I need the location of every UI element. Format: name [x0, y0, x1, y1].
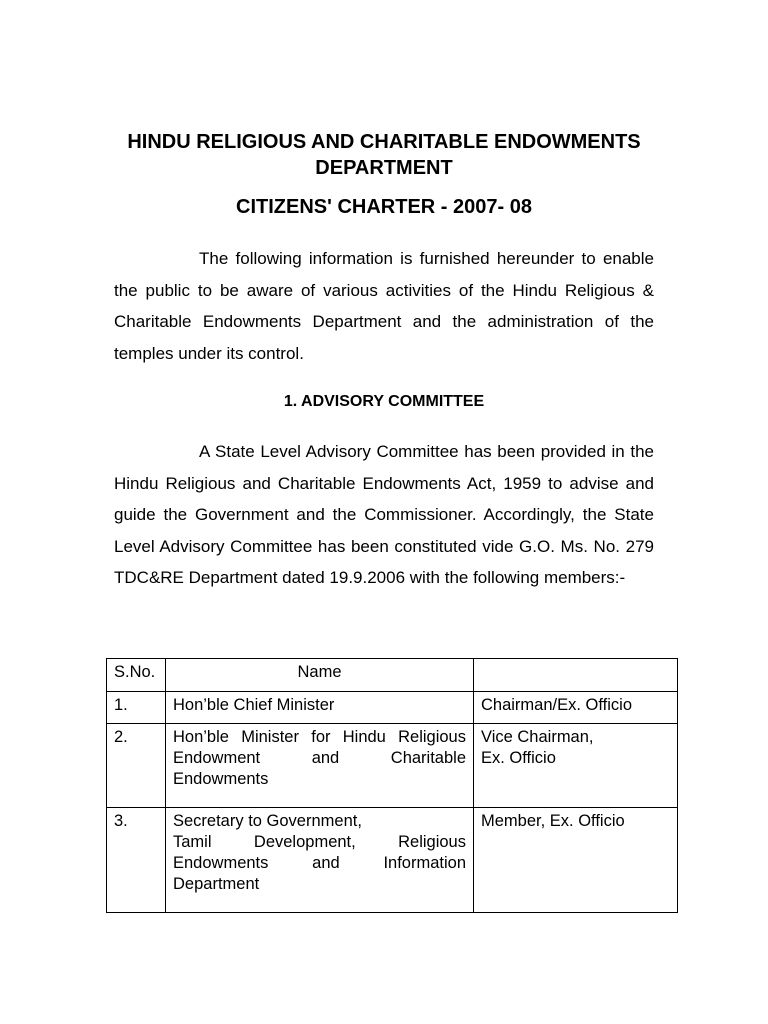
intro-paragraph [114, 243, 654, 369]
header-sno: S.No. [107, 659, 166, 692]
row-role-line-1: Vice Chairman, [481, 728, 594, 746]
title-line-1: HINDU RELIGIOUS AND CHARITABLE ENDOWMENTS [127, 131, 641, 153]
row-sno: 1. [107, 692, 166, 724]
members-table [106, 658, 678, 913]
table-row [107, 724, 678, 808]
row-name: Hon’ble Chief Minister [166, 692, 474, 724]
advisory-text: A State Level Advisory Committee has been provided in the Hindu Religious and Charitable Endowments Act, 1959 to advise and guide the Government and the Commissioner. Accordingly, the State Level Advisory Committee has been constituted vide G.O. Ms. No. 279 TDC&RE Department dated 19.9.2006 with the following members:- [114, 442, 654, 587]
advisory-paragraph [114, 436, 654, 594]
page-subtitle: CITIZENS' CHARTER - 2007- 08 [236, 196, 532, 218]
row-name [166, 808, 474, 913]
row-role: Chairman/Ex. Officio [474, 692, 678, 724]
table-row [107, 692, 678, 724]
table-header-row [107, 659, 678, 692]
header-name: Name [166, 659, 474, 692]
row-name-rest: Tamil Development, Religious Endowments and Information Department [173, 833, 466, 893]
row-name-line-1: Secretary to Government, [173, 812, 362, 830]
header-role [474, 659, 678, 692]
row-sno: 2. [107, 724, 166, 808]
table-row [107, 808, 678, 913]
row-sno: 3. [107, 808, 166, 913]
title-line-2: DEPARTMENT [315, 157, 453, 179]
row-name: Hon’ble Minister for Hindu Religious Endowment and Charitable Endowments [166, 724, 474, 808]
page-title [0, 129, 768, 181]
row-role-line-2: Ex. Officio [481, 749, 556, 767]
row-role: Member, Ex. Officio [474, 808, 678, 913]
row-role [474, 724, 678, 808]
section-heading-advisory-committee: 1. ADVISORY COMMITTEE [283, 393, 485, 410]
intro-text: The following information is furnished hereunder to enable the public to be aware of various activities of the Hindu Religious & Charitable Endowments Department and the administration of the temples under its control. [114, 249, 654, 363]
